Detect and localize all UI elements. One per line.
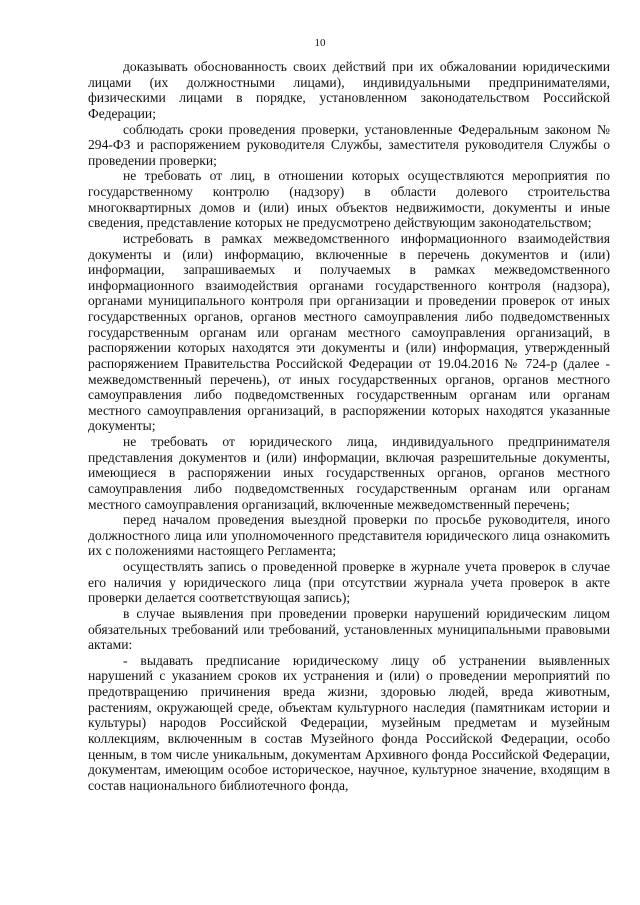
paragraph-6: перед началом проведения выездной проверки по просьбе руководителя, иного должностного лица или уполномоченного представителя юридического лица ознакомить их с положениями настоящего Регламента; — [88, 512, 610, 559]
document-body — [88, 59, 610, 793]
paragraph-7: осуществлять запись о проведенной проверке в журнале учета проверок в случае его наличия у юридического лица (при отсутствии журнала учета проверок в акте проверки делается соответствующая запись); — [88, 559, 610, 606]
paragraph-2: соблюдать сроки проведения проверки, установленные Федеральным законом № 294-ФЗ и распоряжением руководителя Службы, заместителя руководителя Службы о проведении проверки; — [88, 121, 610, 168]
paragraph-4: истребовать в рамках межведомственного информационного взаимодействия документы и (или) информацию, включенные в перечень документов и (или) информации, запрашиваемых и получаемых в рамках межведомственного информационного взаимодействия органами государственного контроля (надзора), органами муниципального контроля при организации и проведении проверок от иных государственных органов, органов местного самоуправления либо подведомственных государственным органам или органам местного самоуправления организаций, в распоряжении которых находятся эти документы и (или) информация, утвержденный распоряжением Правительства Российской Федерации от 19.04.2016 № 724-р (далее - межведомственный перечень), от иных государственных органов, органов местного самоуправления либо подведомственных государственным органам или органам местного самоуправления организаций, в распоряжении которых находятся указанные документы; — [88, 230, 610, 434]
paragraph-8: в случае выявления при проведении проверки нарушений юридическим лицом обязательных требований или требований, установленных муниципальными правовыми актами: — [88, 605, 610, 653]
paragraph-3: не требовать от лиц, в отношении которых осуществляются мероприятия по государственному контролю (надзору) в области долевого строительства многоквартирных домов и (или) иных объектов недвижимости, документы и иные сведения, представление которых не предусмотрено действующим законодательством; — [88, 168, 610, 231]
paragraph-5: не требовать от юридического лица, индивидуального предпринимателя представления документов и (или) информации, включая разрешительные документы, имеющиеся в распоряжении иных государственных органов, органов местного самоуправления либо подведомственных государственным органам или органам местного самоуправления организаций, включенные межведомственный перечень; — [88, 434, 610, 512]
paragraph-9: - выдавать предписание юридическому лицу об устранении выявленных нарушений с указанием сроков их устранения и (или) о проведении мероприятий по предотвращению причинения вреда жизни, здоровью людей, вреда животным, растениям, окружающей среде, объектам культурного наследия (памятникам истории и культуры) народов Российской Федерации, музейным предметам и музейным коллекциям, включенным в состав Музейного фонда Российской Федерации, особо ценным, в том числе уникальным, документам Архивного фонда Российской Федерации, документам, имеющим особое историческое, научное, культурное значение, входящим в состав национального библиотечного фонда, — [88, 652, 610, 793]
paragraph-1: доказывать обоснованность своих действий при их обжаловании юридическими лицами (их должностными лицами), индивидуальными предпринимателями, физическими лицами в порядке, установленном законодательством Российской Федерации; — [88, 59, 610, 121]
page-number: 10 — [314, 37, 326, 49]
